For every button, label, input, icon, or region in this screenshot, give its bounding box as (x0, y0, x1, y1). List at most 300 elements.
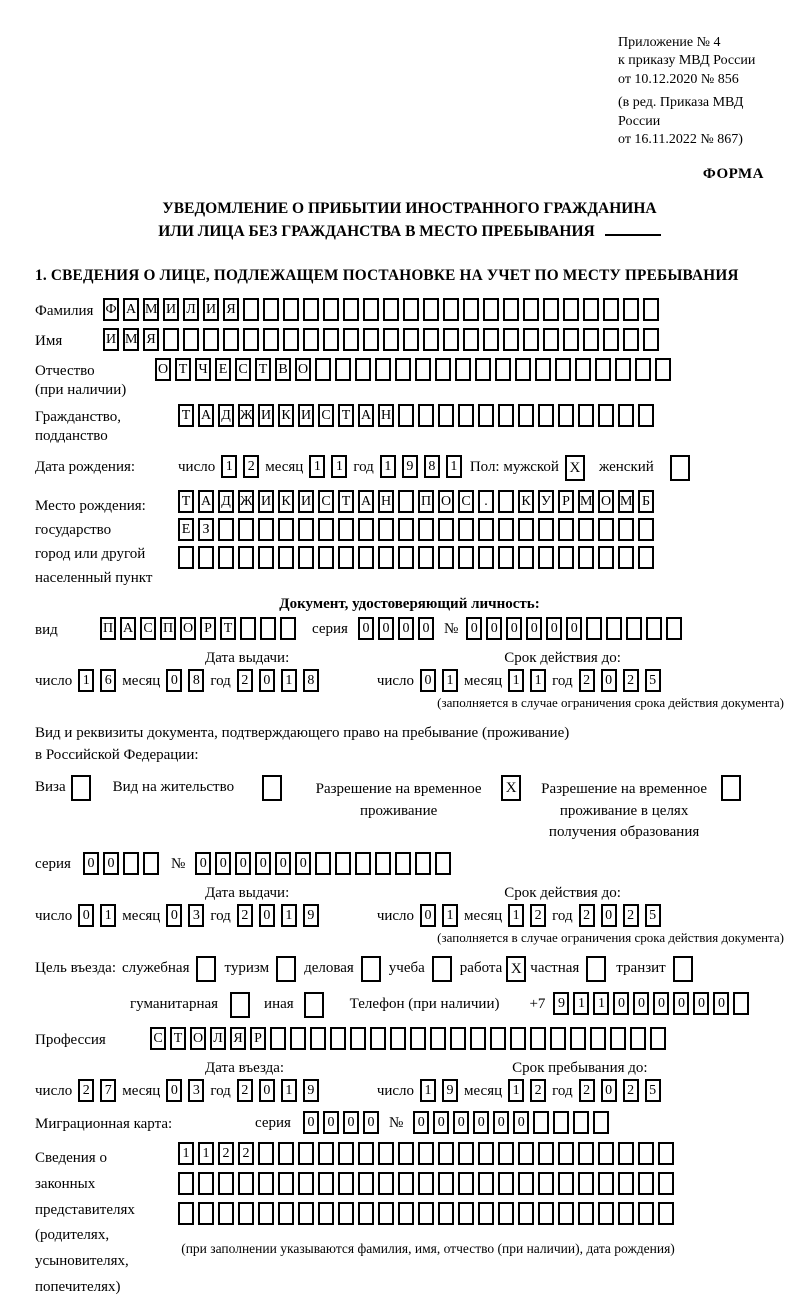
char-cell[interactable] (618, 404, 634, 427)
char-cell[interactable] (538, 1202, 554, 1225)
char-cell[interactable]: 0 (83, 852, 99, 875)
char-cell[interactable]: А (123, 298, 139, 321)
char-cell[interactable] (490, 1027, 506, 1050)
char-cell[interactable] (578, 518, 594, 541)
char-cell[interactable] (430, 1027, 446, 1050)
char-cell[interactable]: 0 (513, 1111, 529, 1134)
char-cell[interactable] (260, 617, 276, 640)
char-cell[interactable] (315, 852, 331, 875)
char-cell[interactable] (458, 518, 474, 541)
char-cell[interactable] (418, 1202, 434, 1225)
char-cell[interactable]: 1 (508, 904, 524, 927)
char-cell[interactable]: И (258, 490, 274, 513)
char-cell[interactable]: 0 (601, 669, 617, 692)
char-cell[interactable]: 0 (166, 1079, 182, 1102)
char-cell[interactable] (338, 546, 354, 569)
char-cell[interactable] (278, 1202, 294, 1225)
char-cell[interactable]: 0 (259, 904, 275, 927)
char-cell[interactable]: 1 (442, 669, 458, 692)
char-cell[interactable]: 0 (255, 852, 271, 875)
char-cell[interactable]: Ж (238, 404, 254, 427)
char-cell[interactable]: 9 (303, 1079, 319, 1102)
char-cell[interactable] (398, 546, 414, 569)
char-cell[interactable] (586, 617, 602, 640)
char-cell[interactable]: Я (230, 1027, 246, 1050)
char-cell[interactable] (618, 1172, 634, 1195)
purpose-humanitarian-checkbox[interactable] (230, 992, 250, 1018)
char-cell[interactable]: 0 (235, 852, 251, 875)
char-cell[interactable] (615, 358, 631, 381)
char-cell[interactable]: С (235, 358, 251, 381)
residence-permit-checkbox[interactable] (262, 775, 282, 801)
char-cell[interactable] (303, 298, 319, 321)
char-cell[interactable]: И (103, 328, 119, 351)
char-cell[interactable] (518, 546, 534, 569)
char-cell[interactable] (238, 518, 254, 541)
char-cell[interactable] (395, 358, 411, 381)
char-cell[interactable] (530, 1027, 546, 1050)
char-cell[interactable] (643, 328, 659, 351)
char-cell[interactable]: О (180, 617, 196, 640)
char-cell[interactable]: 0 (398, 617, 414, 640)
char-cell[interactable] (418, 546, 434, 569)
char-cell[interactable]: Я (223, 298, 239, 321)
char-cell[interactable] (510, 1027, 526, 1050)
char-cell[interactable]: 9 (442, 1079, 458, 1102)
char-cell[interactable]: М (618, 490, 634, 513)
char-cell[interactable] (478, 1202, 494, 1225)
char-cell[interactable]: 2 (579, 669, 595, 692)
char-cell[interactable]: 6 (100, 669, 116, 692)
char-cell[interactable] (435, 358, 451, 381)
char-cell[interactable]: Е (215, 358, 231, 381)
purpose-other-checkbox[interactable] (304, 992, 324, 1018)
char-cell[interactable] (198, 1172, 214, 1195)
char-cell[interactable]: 1 (281, 669, 297, 692)
char-cell[interactable] (458, 404, 474, 427)
char-cell[interactable]: Н (378, 490, 394, 513)
char-cell[interactable]: 0 (323, 1111, 339, 1134)
char-cell[interactable]: С (318, 404, 334, 427)
char-cell[interactable] (270, 1027, 286, 1050)
char-cell[interactable]: М (578, 490, 594, 513)
temp-residence-checkbox[interactable]: X (501, 775, 521, 801)
char-cell[interactable] (498, 1202, 514, 1225)
sex-female-checkbox[interactable] (670, 455, 690, 481)
char-cell[interactable] (258, 518, 274, 541)
char-cell[interactable]: 0 (466, 617, 482, 640)
char-cell[interactable]: З (198, 518, 214, 541)
char-cell[interactable]: 0 (713, 992, 729, 1015)
char-cell[interactable]: 1 (198, 1142, 214, 1165)
char-cell[interactable] (558, 546, 574, 569)
char-cell[interactable] (658, 1142, 674, 1165)
char-cell[interactable]: Т (178, 404, 194, 427)
char-cell[interactable]: 0 (259, 669, 275, 692)
char-cell[interactable] (318, 1172, 334, 1195)
char-cell[interactable] (563, 298, 579, 321)
char-cell[interactable] (298, 518, 314, 541)
char-cell[interactable] (478, 1142, 494, 1165)
char-cell[interactable] (178, 546, 194, 569)
char-cell[interactable]: О (598, 490, 614, 513)
char-cell[interactable] (243, 298, 259, 321)
char-cell[interactable] (458, 1202, 474, 1225)
char-cell[interactable]: 8 (188, 669, 204, 692)
char-cell[interactable] (598, 546, 614, 569)
char-cell[interactable] (358, 546, 374, 569)
char-cell[interactable] (478, 404, 494, 427)
char-cell[interactable]: 2 (238, 1142, 254, 1165)
char-cell[interactable] (410, 1027, 426, 1050)
char-cell[interactable] (590, 1027, 606, 1050)
char-cell[interactable]: Д (218, 490, 234, 513)
char-cell[interactable] (240, 617, 256, 640)
char-cell[interactable] (658, 1172, 674, 1195)
char-cell[interactable] (403, 328, 419, 351)
char-cell[interactable] (578, 1202, 594, 1225)
char-cell[interactable]: О (295, 358, 311, 381)
char-cell[interactable] (298, 1142, 314, 1165)
char-cell[interactable] (555, 358, 571, 381)
char-cell[interactable]: А (120, 617, 136, 640)
purpose-study-checkbox[interactable] (432, 956, 452, 982)
char-cell[interactable] (538, 518, 554, 541)
char-cell[interactable]: Т (338, 490, 354, 513)
char-cell[interactable] (618, 546, 634, 569)
char-cell[interactable] (603, 328, 619, 351)
char-cell[interactable] (218, 1172, 234, 1195)
char-cell[interactable] (543, 328, 559, 351)
char-cell[interactable] (203, 328, 219, 351)
char-cell[interactable]: О (438, 490, 454, 513)
char-cell[interactable] (378, 1172, 394, 1195)
char-cell[interactable]: 1 (530, 669, 546, 692)
char-cell[interactable] (450, 1027, 466, 1050)
char-cell[interactable] (123, 852, 139, 875)
char-cell[interactable] (398, 490, 414, 513)
char-cell[interactable]: 0 (413, 1111, 429, 1134)
char-cell[interactable] (638, 1172, 654, 1195)
char-cell[interactable] (435, 852, 451, 875)
char-cell[interactable] (358, 1172, 374, 1195)
char-cell[interactable] (643, 298, 659, 321)
char-cell[interactable] (638, 404, 654, 427)
char-cell[interactable] (280, 617, 296, 640)
char-cell[interactable]: 9 (553, 992, 569, 1015)
char-cell[interactable] (278, 1142, 294, 1165)
char-cell[interactable]: 0 (693, 992, 709, 1015)
char-cell[interactable]: 0 (215, 852, 231, 875)
char-cell[interactable] (418, 518, 434, 541)
char-cell[interactable] (415, 358, 431, 381)
char-cell[interactable] (318, 546, 334, 569)
char-cell[interactable] (423, 298, 439, 321)
char-cell[interactable]: 0 (166, 904, 182, 927)
char-cell[interactable] (198, 1202, 214, 1225)
char-cell[interactable] (298, 1202, 314, 1225)
char-cell[interactable] (638, 1202, 654, 1225)
char-cell[interactable]: 2 (579, 1079, 595, 1102)
char-cell[interactable] (218, 518, 234, 541)
char-cell[interactable] (638, 546, 654, 569)
char-cell[interactable] (183, 328, 199, 351)
char-cell[interactable] (538, 1142, 554, 1165)
char-cell[interactable]: 9 (303, 904, 319, 927)
char-cell[interactable] (618, 1142, 634, 1165)
char-cell[interactable]: П (100, 617, 116, 640)
char-cell[interactable] (263, 298, 279, 321)
char-cell[interactable] (626, 617, 642, 640)
char-cell[interactable] (278, 518, 294, 541)
char-cell[interactable]: 0 (506, 617, 522, 640)
char-cell[interactable]: Б (638, 490, 654, 513)
char-cell[interactable] (358, 1142, 374, 1165)
char-cell[interactable] (350, 1027, 366, 1050)
char-cell[interactable] (218, 1202, 234, 1225)
char-cell[interactable] (378, 1142, 394, 1165)
char-cell[interactable] (283, 298, 299, 321)
char-cell[interactable] (538, 546, 554, 569)
char-cell[interactable] (418, 404, 434, 427)
char-cell[interactable]: Д (218, 404, 234, 427)
char-cell[interactable]: 0 (295, 852, 311, 875)
char-cell[interactable]: Т (255, 358, 271, 381)
char-cell[interactable] (218, 546, 234, 569)
char-cell[interactable]: 1 (331, 455, 347, 478)
char-cell[interactable]: К (518, 490, 534, 513)
char-cell[interactable] (443, 328, 459, 351)
char-cell[interactable] (638, 518, 654, 541)
char-cell[interactable] (238, 546, 254, 569)
char-cell[interactable] (618, 1202, 634, 1225)
char-cell[interactable]: 2 (243, 455, 259, 478)
char-cell[interactable]: Л (183, 298, 199, 321)
char-cell[interactable] (258, 1172, 274, 1195)
char-cell[interactable]: 2 (218, 1142, 234, 1165)
char-cell[interactable]: 0 (420, 669, 436, 692)
char-cell[interactable]: 0 (473, 1111, 489, 1134)
char-cell[interactable]: 1 (380, 455, 396, 478)
char-cell[interactable] (658, 1202, 674, 1225)
char-cell[interactable] (630, 1027, 646, 1050)
char-cell[interactable] (498, 490, 514, 513)
char-cell[interactable]: Р (250, 1027, 266, 1050)
char-cell[interactable] (458, 546, 474, 569)
char-cell[interactable] (563, 328, 579, 351)
char-cell[interactable]: Ж (238, 490, 254, 513)
char-cell[interactable]: С (150, 1027, 166, 1050)
char-cell[interactable] (178, 1172, 194, 1195)
char-cell[interactable] (463, 298, 479, 321)
char-cell[interactable]: 1 (78, 669, 94, 692)
char-cell[interactable] (518, 404, 534, 427)
char-cell[interactable]: Р (200, 617, 216, 640)
char-cell[interactable]: Р (558, 490, 574, 513)
char-cell[interactable]: 8 (424, 455, 440, 478)
char-cell[interactable] (518, 1142, 534, 1165)
char-cell[interactable]: 0 (259, 1079, 275, 1102)
char-cell[interactable] (518, 518, 534, 541)
char-cell[interactable] (498, 546, 514, 569)
char-cell[interactable]: И (163, 298, 179, 321)
char-cell[interactable]: 5 (645, 1079, 661, 1102)
char-cell[interactable] (398, 1172, 414, 1195)
char-cell[interactable] (375, 852, 391, 875)
char-cell[interactable]: 1 (593, 992, 609, 1015)
char-cell[interactable]: М (143, 298, 159, 321)
char-cell[interactable] (318, 518, 334, 541)
char-cell[interactable] (375, 358, 391, 381)
char-cell[interactable]: Л (210, 1027, 226, 1050)
char-cell[interactable] (398, 518, 414, 541)
char-cell[interactable] (518, 1172, 534, 1195)
char-cell[interactable]: 0 (673, 992, 689, 1015)
char-cell[interactable]: 1 (446, 455, 462, 478)
char-cell[interactable] (583, 328, 599, 351)
char-cell[interactable]: 9 (402, 455, 418, 478)
char-cell[interactable] (330, 1027, 346, 1050)
char-cell[interactable] (258, 1142, 274, 1165)
char-cell[interactable]: А (198, 404, 214, 427)
char-cell[interactable] (443, 298, 459, 321)
char-cell[interactable] (533, 1111, 549, 1134)
char-cell[interactable]: Т (338, 404, 354, 427)
char-cell[interactable] (338, 1172, 354, 1195)
char-cell[interactable]: И (298, 490, 314, 513)
char-cell[interactable] (535, 358, 551, 381)
char-cell[interactable]: 0 (453, 1111, 469, 1134)
char-cell[interactable] (558, 1172, 574, 1195)
char-cell[interactable] (315, 358, 331, 381)
char-cell[interactable]: 2 (237, 669, 253, 692)
char-cell[interactable] (573, 1111, 589, 1134)
char-cell[interactable]: 0 (378, 617, 394, 640)
char-cell[interactable] (578, 546, 594, 569)
char-cell[interactable] (623, 328, 639, 351)
char-cell[interactable] (398, 404, 414, 427)
char-cell[interactable]: 1 (420, 1079, 436, 1102)
char-cell[interactable] (666, 617, 682, 640)
char-cell[interactable] (578, 1142, 594, 1165)
char-cell[interactable]: 5 (645, 904, 661, 927)
char-cell[interactable] (650, 1027, 666, 1050)
char-cell[interactable]: 0 (633, 992, 649, 1015)
char-cell[interactable]: А (358, 404, 374, 427)
char-cell[interactable] (323, 328, 339, 351)
char-cell[interactable]: 3 (188, 904, 204, 927)
char-cell[interactable] (438, 1142, 454, 1165)
char-cell[interactable] (635, 358, 651, 381)
char-cell[interactable] (418, 1142, 434, 1165)
char-cell[interactable] (558, 1142, 574, 1165)
char-cell[interactable] (143, 852, 159, 875)
char-cell[interactable] (458, 1142, 474, 1165)
char-cell[interactable] (598, 518, 614, 541)
char-cell[interactable]: 0 (195, 852, 211, 875)
char-cell[interactable] (593, 1111, 609, 1134)
char-cell[interactable]: 0 (601, 1079, 617, 1102)
char-cell[interactable] (646, 617, 662, 640)
char-cell[interactable]: 2 (623, 904, 639, 927)
char-cell[interactable] (243, 328, 259, 351)
char-cell[interactable]: М (123, 328, 139, 351)
char-cell[interactable]: А (198, 490, 214, 513)
char-cell[interactable]: 1 (100, 904, 116, 927)
char-cell[interactable]: В (275, 358, 291, 381)
char-cell[interactable] (298, 546, 314, 569)
char-cell[interactable] (378, 518, 394, 541)
char-cell[interactable]: И (258, 404, 274, 427)
char-cell[interactable]: 2 (579, 904, 595, 927)
char-cell[interactable] (418, 1172, 434, 1195)
char-cell[interactable] (438, 546, 454, 569)
char-cell[interactable]: И (203, 298, 219, 321)
char-cell[interactable] (278, 1172, 294, 1195)
char-cell[interactable]: К (278, 490, 294, 513)
char-cell[interactable]: С (140, 617, 156, 640)
char-cell[interactable] (223, 328, 239, 351)
char-cell[interactable] (575, 358, 591, 381)
char-cell[interactable]: 2 (237, 904, 253, 927)
char-cell[interactable]: 1 (442, 904, 458, 927)
char-cell[interactable] (595, 358, 611, 381)
char-cell[interactable]: 1 (281, 904, 297, 927)
char-cell[interactable] (415, 852, 431, 875)
char-cell[interactable] (298, 1172, 314, 1195)
char-cell[interactable]: П (160, 617, 176, 640)
char-cell[interactable]: С (458, 490, 474, 513)
char-cell[interactable] (475, 358, 491, 381)
char-cell[interactable] (553, 1111, 569, 1134)
char-cell[interactable] (558, 518, 574, 541)
char-cell[interactable] (163, 328, 179, 351)
char-cell[interactable] (383, 328, 399, 351)
char-cell[interactable]: И (298, 404, 314, 427)
char-cell[interactable] (370, 1027, 386, 1050)
char-cell[interactable] (258, 1202, 274, 1225)
char-cell[interactable]: У (538, 490, 554, 513)
char-cell[interactable]: 0 (526, 617, 542, 640)
char-cell[interactable]: 2 (78, 1079, 94, 1102)
char-cell[interactable] (363, 328, 379, 351)
char-cell[interactable]: . (478, 490, 494, 513)
char-cell[interactable] (318, 1202, 334, 1225)
char-cell[interactable] (278, 546, 294, 569)
char-cell[interactable] (598, 1202, 614, 1225)
char-cell[interactable] (238, 1172, 254, 1195)
char-cell[interactable]: 0 (418, 617, 434, 640)
char-cell[interactable]: 0 (103, 852, 119, 875)
char-cell[interactable] (598, 404, 614, 427)
purpose-private-checkbox[interactable] (586, 956, 606, 982)
char-cell[interactable]: 0 (363, 1111, 379, 1134)
char-cell[interactable] (338, 1142, 354, 1165)
char-cell[interactable] (283, 328, 299, 351)
char-cell[interactable]: 1 (178, 1142, 194, 1165)
char-cell[interactable] (538, 404, 554, 427)
char-cell[interactable] (478, 1172, 494, 1195)
char-cell[interactable]: Ч (195, 358, 211, 381)
char-cell[interactable] (455, 358, 471, 381)
char-cell[interactable] (338, 1202, 354, 1225)
char-cell[interactable]: 1 (508, 1079, 524, 1102)
char-cell[interactable] (606, 617, 622, 640)
purpose-business-checkbox[interactable] (196, 956, 216, 982)
char-cell[interactable] (538, 1172, 554, 1195)
char-cell[interactable]: 0 (546, 617, 562, 640)
char-cell[interactable]: Т (178, 490, 194, 513)
